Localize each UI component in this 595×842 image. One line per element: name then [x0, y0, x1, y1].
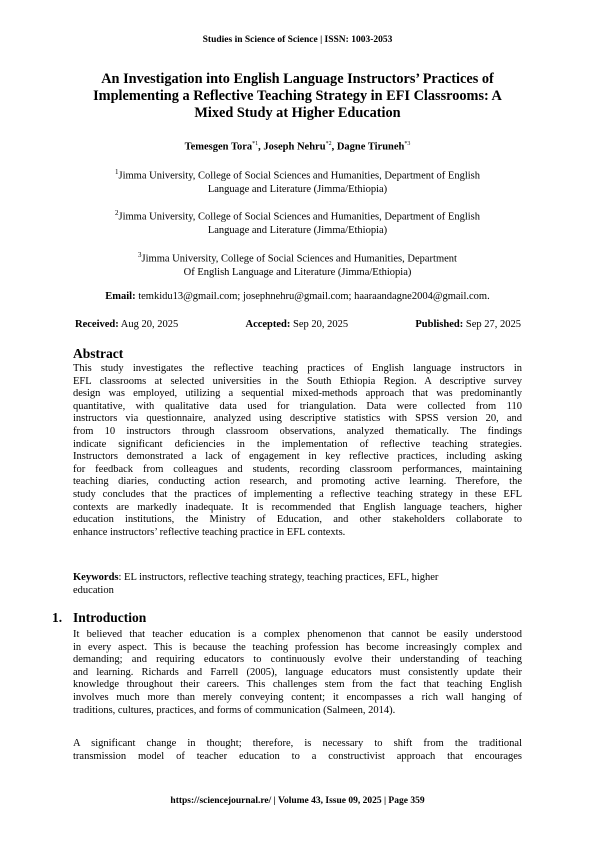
- received-label: Received:: [75, 319, 119, 330]
- affiliation-line: Language and Literature (Jimma/Ethiopia): [207, 184, 388, 195]
- keywords-line: [73, 571, 522, 584]
- body-line: transmission model of teacher education to a constructivist approach that encourages: [73, 750, 522, 762]
- keywords-line: education: [73, 585, 114, 596]
- abstract-line: from 10 instructors through classroom observations, analyzed thematically. The findings: [73, 425, 522, 437]
- affiliation-line: [80, 207, 515, 224]
- author-list: [0, 141, 595, 153]
- paper-title: [60, 71, 535, 122]
- published-label: Published:: [415, 319, 464, 330]
- abstract-line: education institutions, the Ministry of Education, and other stakeholders collaborate to: [73, 514, 522, 526]
- email-line: [0, 291, 595, 302]
- accepted-date: [245, 319, 348, 330]
- abstract-line: study concludes that the practices of implementing a reflective teaching strategy in these EFL: [73, 488, 522, 500]
- email-label: Email:: [105, 291, 136, 302]
- affiliation-line: Language and Literature (Jimma/Ethiopia): [207, 225, 388, 236]
- abstract-line: enhance instructors’ reflective teaching practice in EFL contexts.: [73, 526, 346, 538]
- title-line: Mixed Study at Higher Education: [194, 105, 401, 121]
- abstract-line: instructors via questionnaire, analyzed using descriptive statistics with SPSS version 20, and: [73, 413, 522, 425]
- affiliation-number: 2: [115, 209, 119, 217]
- title-line: An Investigation into English Language Instructors’ Practices of: [101, 71, 494, 87]
- affiliation-1: [80, 166, 515, 197]
- affiliation-3: [80, 249, 515, 280]
- introduction-paragraph-1: [73, 629, 522, 717]
- published-value: Sep 27, 2025: [465, 319, 521, 330]
- keywords: [73, 571, 522, 597]
- author-name: Joseph Nehru: [263, 141, 326, 153]
- abstract-line: quantitative, with qualitative data used for triangulation. Data were collected from 110: [73, 400, 522, 412]
- body-line: demanding; and requiring educators to continuously evolve their understanding of teaching: [73, 654, 522, 666]
- keywords-label: Keywords: [73, 572, 119, 583]
- abstract-line: Instructors demonstrated a lack of engagement in key reflective practices, including asking: [73, 451, 522, 463]
- author-separator: ,: [331, 141, 337, 153]
- affiliation-number: 1: [115, 168, 119, 176]
- abstract-line: contexts are markedly inadequate. It is recommended that English language teachers, higher: [73, 501, 522, 513]
- abstract-line: EFL classrooms at selected universities in the South Ethiopia Region. A descriptive survey: [73, 375, 522, 387]
- author-mark: *3: [404, 141, 411, 147]
- body-line: and learning. Richards and Farrell (2005), language educators must consistently update their: [73, 666, 522, 678]
- affiliation-line: [80, 166, 515, 183]
- email-addresses: temkidu13@gmail.com; josephnehru@gmail.com; haaraandagne2004@gmail.com.: [138, 291, 490, 302]
- publication-dates: [75, 319, 521, 330]
- affiliation-line: [80, 249, 515, 266]
- author-mark: *1: [252, 141, 259, 147]
- abstract-line: This study investigates the reflective teaching practices of English language instructors in: [73, 363, 522, 374]
- keywords-text: : EL instructors, reflective teaching strategy, teaching practices, EFL, higher: [118, 572, 439, 583]
- affiliation-line: Of English Language and Literature (Jimma/Ethiopia): [183, 267, 412, 278]
- affiliation-2: [80, 207, 515, 238]
- abstract-body: [73, 363, 522, 539]
- title-line: Implementing a Reflective Teaching Strategy in EFI Classrooms: A: [93, 88, 502, 104]
- affiliation-text: Jimma University, College of Social Sciences and Humanities, Department of English: [118, 211, 480, 223]
- body-line: It believed that teacher education is a complex phenomenon that cannot be easily understood: [73, 629, 522, 640]
- body-line: traditions, cultures, practices, and forms of communication (Salmeen, 2014).: [73, 704, 396, 716]
- received-value: Aug 20, 2025: [120, 319, 179, 330]
- page-footer: https://sciencejournal.re/ | Volume 43, Issue 09, 2025 | Page 359: [170, 796, 425, 806]
- body-line: knowledge throughout their careers. This challenges stem from the fact that teaching English: [73, 679, 522, 691]
- author-separator: ,: [258, 141, 264, 153]
- author-name: Temesgen Tora: [184, 141, 253, 153]
- affiliation-text: Jimma University, College of Social Sciences and Humanities, Department: [141, 253, 457, 265]
- abstract-line: for feedback from colleagues and students, recording classroom performances, maintaining: [73, 463, 522, 475]
- running-head: Studies in Science of Science | ISSN: 1003-2053: [202, 35, 393, 45]
- affiliation-number: 3: [138, 251, 142, 259]
- abstract-line: teaching diaries, conducting action research, and promoting active learning. Therefore, the: [73, 476, 522, 488]
- abstract-line: design was employed, utilizing a sequential mixed-methods approach that was predominantly: [73, 388, 522, 400]
- published-date: [415, 319, 521, 330]
- introduction-heading: [52, 610, 146, 626]
- accepted-label: Accepted:: [245, 319, 291, 330]
- abstract-heading: Abstract: [73, 346, 124, 361]
- body-line: A significant change in thought; therefore, is necessary to shift from the traditional: [73, 738, 522, 749]
- author-mark: *2: [325, 141, 332, 147]
- received-date: [75, 319, 178, 330]
- introduction-paragraph-2: [73, 738, 522, 763]
- body-line: involves much more than merely conveying content; it encompasses a rich wall hanging of: [73, 691, 522, 703]
- abstract-line: indicate significant deficiencies in the implementation of reflective teaching strategies.: [73, 438, 522, 450]
- section-number: 1.: [52, 610, 63, 625]
- accepted-value: Sep 20, 2025: [293, 319, 349, 330]
- section-title: Introduction: [73, 610, 147, 625]
- author-name: Dagne Tiruneh: [336, 141, 405, 153]
- affiliation-text: Jimma University, College of Social Sciences and Humanities, Department of English: [118, 170, 480, 182]
- body-line: in every aspect. This is because the teaching profession has become increasingly complex and: [73, 641, 522, 653]
